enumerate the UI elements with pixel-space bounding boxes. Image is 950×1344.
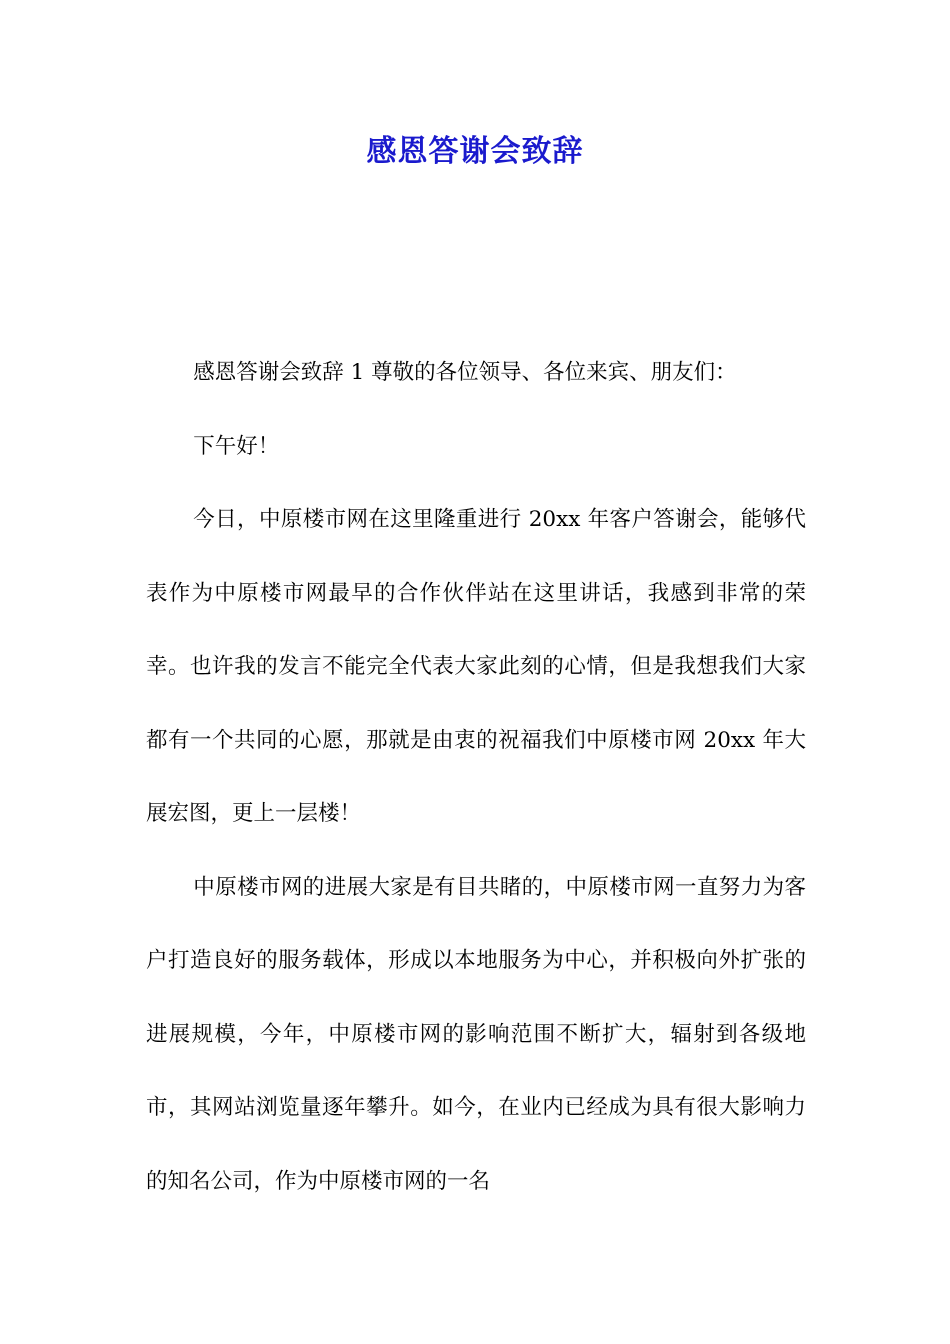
document-title: 感恩答谢会致辞: [366, 134, 584, 169]
paragraph-greeting: 下午好！: [193, 433, 280, 459]
paragraph-opening: 今日，中原楼市网在这里隆重进行 20xx 年客户答谢会，能够代表作为中原楼市网最早的合作伙伴站在这里讲话，我感到非常的荣幸。也许我的发言不能完全代表大家此刻的心情，但是我想我们大家都有一个共同的心愿，那就是由衷的祝福我们中原楼市网 20xx 年大展宏图，更上一层楼！: [146, 507, 806, 826]
document-body: [146, 336, 806, 1218]
paragraph-development: 中原楼市网的进展大家是有目共睹的，中原楼市网一直努力为客户打造良好的服务载体，形成以本地服务为中心，并积极向外扩张的进展规模，今年，中原楼市网的影响范围不断扩大，辐射到各级地市，其网站浏览量逐年攀升。如今，在业内已经成为具有很大影响力的知名公司，作为中原楼市网的一名: [146, 874, 806, 1194]
paragraph-greeting-addressee: 感恩答谢会致辞 1 尊敬的各位领导、各位来宾、朋友们：: [193, 360, 737, 385]
